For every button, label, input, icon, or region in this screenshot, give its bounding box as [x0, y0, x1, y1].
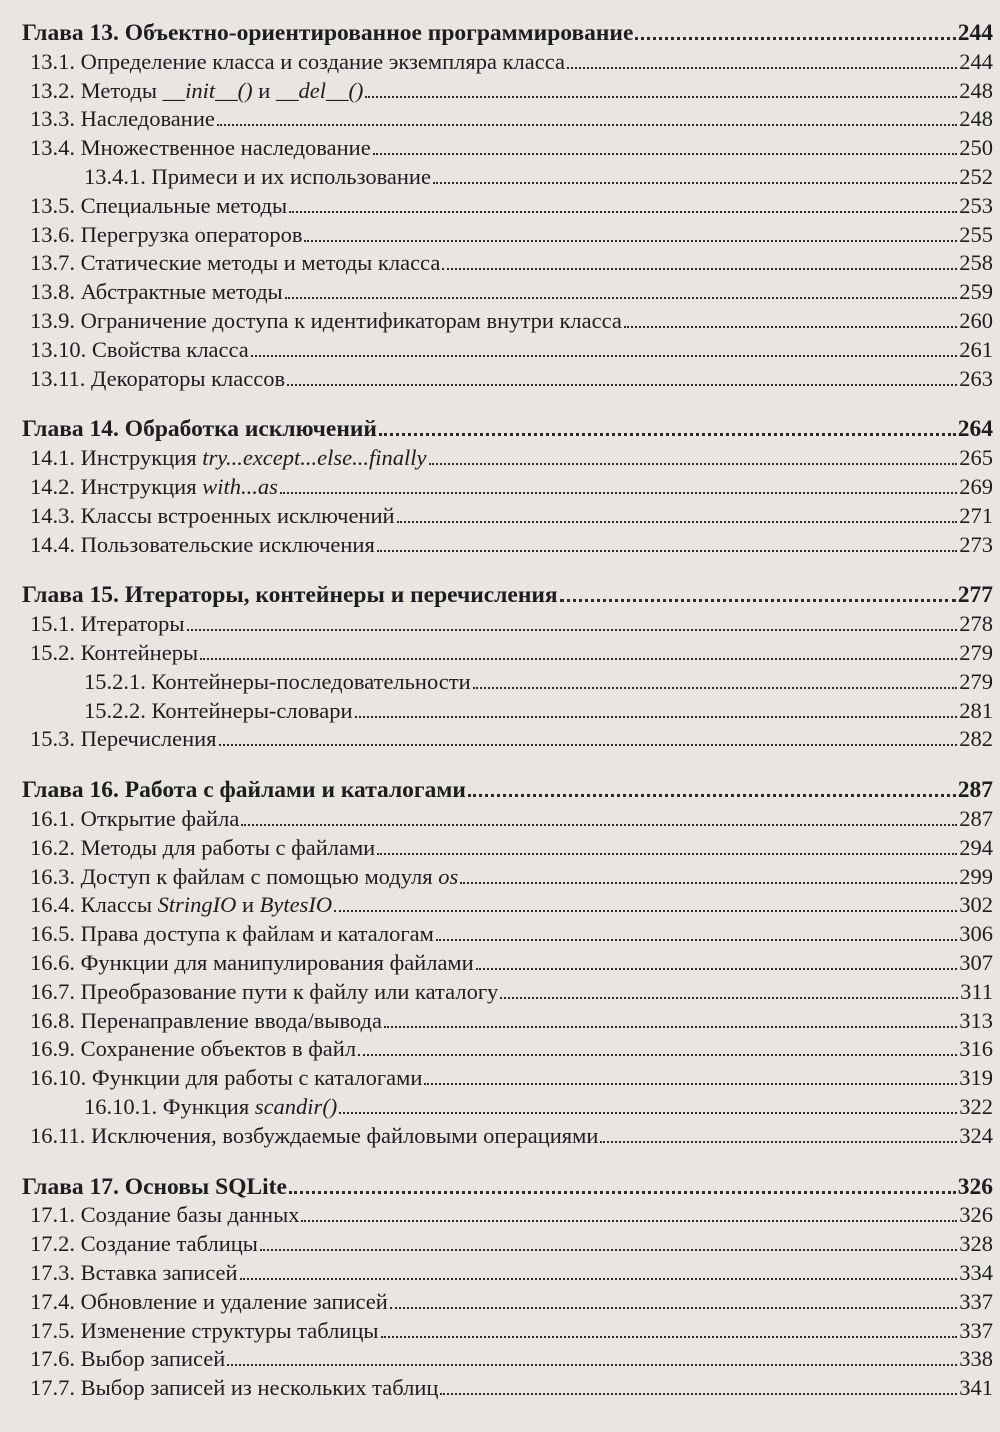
toc-dot-leader: [373, 153, 958, 155]
toc-title-part: 17.4. Обновление и удаление записей: [30, 1288, 388, 1314]
toc-title-part: 14.4. Пользовательские исключения: [30, 531, 375, 557]
toc-page-number: 326: [959, 1202, 993, 1228]
toc-title-part: 16.8. Перенаправление ввода/вывода: [30, 1007, 382, 1033]
toc-entry-title: [30, 530, 375, 560]
toc-dot-leader: [289, 211, 957, 213]
toc-page-number: 265: [959, 445, 993, 471]
toc-page-number: 324: [959, 1122, 993, 1148]
toc-chapter-entry: [0, 578, 993, 610]
toc-page-number: 287: [957, 777, 993, 804]
toc-title-part: 13.2. Методы: [30, 77, 163, 103]
toc-entry-title: [30, 248, 440, 278]
toc-page-number: 313: [959, 1007, 993, 1033]
toc-title-part: 16.10.1. Функция: [84, 1094, 255, 1119]
toc-title-part: StringIO: [157, 892, 237, 918]
toc-entry-title: [84, 667, 471, 697]
toc-section-entry: [0, 1256, 993, 1288]
toc-entry-title: [30, 220, 302, 250]
toc-title-part: 14.1. Инструкция: [30, 445, 203, 471]
toc-title-part: и: [236, 892, 260, 918]
toc-page-number: 248: [959, 106, 993, 132]
toc-section-entry: [0, 888, 993, 920]
toc-entry-title: [30, 724, 217, 754]
toc-dot-leader: [240, 1278, 958, 1280]
toc-section-entry: [0, 975, 993, 1007]
toc-dot-leader: [365, 96, 957, 98]
toc-section-entry: [0, 1314, 993, 1346]
toc-dot-leader: [358, 1054, 957, 1056]
toc-dot-leader: [241, 824, 957, 826]
toc-dot-leader: [390, 1307, 957, 1309]
toc-dot-leader: [567, 67, 957, 69]
toc-dot-leader: [285, 297, 958, 299]
toc-section-entry: [0, 362, 993, 394]
toc-section-entry: [0, 1090, 993, 1122]
toc-title-part: 17.1. Создание базы данных: [30, 1202, 300, 1228]
toc-title-part: 13.1. Определение класса и создание экземпляра класса: [30, 48, 565, 74]
toc-dot-leader: [355, 716, 958, 718]
toc-title-part: 17.7. Выбор записей из нескольких таблиц: [30, 1375, 439, 1401]
toc-title-part: Глава 17. Основы SQLite: [22, 1173, 287, 1200]
toc-entry-title: [22, 18, 633, 48]
toc-entry-title: [30, 977, 498, 1007]
toc-page-number: 269: [959, 474, 993, 499]
toc-entry-title: [30, 1121, 598, 1151]
toc-section-entry: [0, 722, 993, 754]
toc-dot-leader: [442, 268, 957, 270]
toc-entry-title: [30, 364, 285, 394]
toc-section-entry: [0, 528, 993, 560]
toc-entry-title: [30, 306, 622, 336]
toc-section-entry: [0, 1342, 993, 1374]
toc-page-number: 277: [957, 582, 993, 609]
toc-section-entry: [0, 1061, 993, 1093]
toc-page-number: 244: [957, 20, 993, 46]
toc-section-entry: [0, 694, 993, 726]
toc-entry-title: [22, 1172, 287, 1202]
toc-entry-title: [30, 1063, 422, 1093]
toc-title-part: 15.3. Перечисления: [30, 726, 217, 752]
toc-dot-leader: [287, 384, 957, 386]
toc-page-number: 260: [959, 308, 993, 333]
toc-section-entry: [0, 1285, 993, 1317]
toc-dot-leader: [476, 968, 958, 970]
toc-entry-title: [84, 1092, 337, 1122]
toc-chapter-entry: [0, 412, 993, 444]
toc-title-part: 13.10. Свойства класса: [30, 336, 249, 362]
toc-dot-leader: [339, 1112, 957, 1114]
toc-title-part: 13.9. Ограничение доступа к идентификаторам внутри класса: [30, 308, 622, 333]
toc-page-number: 334: [959, 1260, 993, 1285]
toc-page-number: 263: [959, 365, 993, 391]
toc-page-number: 294: [959, 834, 993, 860]
toc-page-number: 337: [959, 1288, 993, 1314]
toc-dot-leader: [304, 240, 957, 242]
toc-dot-leader: [251, 355, 957, 357]
toc-section-entry: [0, 860, 993, 892]
toc-title-part: Глава 13. Объектно-ориентированное программирование: [22, 20, 634, 46]
toc-title-part: 16.2. Методы для работы с файлами: [30, 834, 376, 860]
toc-entry-title: [30, 1200, 299, 1230]
toc-page-number: 311: [960, 978, 993, 1004]
toc-dot-leader: [440, 1393, 957, 1395]
toc-entry-title: [30, 47, 565, 77]
toc-entry-title: [30, 133, 371, 163]
toc-title-part: try...except...else...finally: [202, 445, 427, 471]
toc-dot-leader: [397, 521, 958, 523]
toc-entry-title: [30, 804, 239, 834]
toc-entry-title: [30, 1229, 258, 1259]
toc-title-part: __init__(): [162, 77, 253, 103]
toc-section-entry: [0, 1119, 993, 1151]
toc-entry-title: [30, 833, 375, 863]
toc-title-part: 15.2.1. Контейнеры-последовательности: [84, 668, 471, 694]
toc-page-number: 279: [959, 640, 993, 665]
toc-title-part: 17.3. Вставка записей: [30, 1260, 238, 1285]
toc-page-number: 273: [959, 531, 993, 557]
toc-dot-leader: [560, 599, 956, 602]
toc-dot-leader: [468, 794, 956, 797]
toc-page-number: 326: [957, 1173, 993, 1200]
toc-title-part: 17.2. Создание таблицы: [30, 1231, 258, 1257]
toc-page-number: 250: [959, 135, 993, 161]
toc-entry-title: [30, 76, 363, 106]
toc-entry-title: [84, 162, 431, 192]
toc-chapter-entry: [0, 16, 993, 48]
toc-dot-leader: [424, 1083, 957, 1085]
toc-page-number: 282: [959, 726, 993, 752]
toc-section-entry: [0, 665, 993, 697]
toc-page-number: 281: [959, 697, 993, 723]
toc-section-entry: [0, 499, 993, 531]
toc-title-part: 16.11. Исключения, возбуждаемые файловыми операциями: [30, 1122, 599, 1148]
toc-section-entry: [0, 74, 993, 106]
toc-title-part: 14.2. Инструкция: [30, 474, 203, 499]
toc-title-part: 14.3. Классы встроенных исключений: [30, 502, 395, 528]
toc-title-part: 13.3. Наследование: [30, 106, 215, 132]
toc-entry-title: [22, 580, 558, 610]
toc-title-part: 17.6. Выбор записей: [30, 1346, 226, 1372]
toc-page-number: 279: [959, 668, 993, 694]
toc-entry-title: [30, 277, 283, 307]
toc-dot-leader: [187, 629, 958, 631]
toc-page-number: 287: [959, 806, 993, 831]
toc-page-number: 255: [959, 221, 993, 247]
toc-section-entry: [0, 304, 993, 336]
toc-dot-leader: [379, 433, 956, 436]
toc-page-number: 322: [959, 1094, 993, 1119]
toc-title-part: Глава 16. Работа с файлами и каталогами: [22, 777, 466, 804]
toc-title-part: 13.6. Перегрузка операторов: [30, 221, 303, 247]
toc-dot-leader: [600, 1141, 957, 1143]
toc-entry-title: [30, 1034, 356, 1064]
toc-section-entry: [0, 831, 993, 863]
toc-entry-title: [30, 1287, 388, 1317]
toc-title-part: Глава 15. Итераторы, контейнеры и перечисления: [22, 582, 558, 609]
toc-title-part: scandir(): [254, 1094, 338, 1119]
toc-page-number: 328: [959, 1231, 993, 1257]
toc-entry-title: [22, 775, 466, 805]
toc-section-entry: [0, 441, 993, 473]
toc-entry-title: [30, 1344, 225, 1374]
toc-dot-leader: [433, 182, 957, 184]
toc-page-number: 316: [959, 1036, 993, 1062]
toc-section-entry: [0, 131, 993, 163]
toc-section-entry: [0, 1371, 993, 1403]
toc-title-part: 16.1. Открытие файла: [30, 806, 240, 831]
toc-page-number: 306: [959, 921, 993, 947]
toc-page-number: 278: [959, 611, 993, 637]
toc-title-part: 13.8. Абстрактные методы: [30, 279, 283, 305]
toc-section-entry: [0, 45, 993, 77]
toc-entry-title: [30, 501, 395, 531]
toc-title-part: 16.3. Доступ к файлам с помощью модуля: [30, 863, 439, 889]
toc-section-entry: [0, 1198, 993, 1230]
toc-page-number: 244: [959, 48, 993, 74]
toc-dot-leader: [381, 1336, 958, 1338]
toc-title-part: 15.2.2. Контейнеры-словари: [84, 697, 353, 723]
toc-dot-leader: [301, 1220, 957, 1222]
toc-entry-title: [30, 1373, 438, 1403]
toc-section-entry: [0, 946, 993, 978]
toc-page-number: 338: [959, 1346, 993, 1372]
toc-section-entry: [0, 246, 993, 278]
toc-section-entry: [0, 636, 993, 668]
toc-entry-title: [30, 335, 249, 365]
toc-page-number: 307: [959, 950, 993, 975]
toc-entry-title: [22, 414, 377, 444]
toc-section-entry: [0, 1227, 993, 1259]
toc-title-part: Глава 14. Обработка исключений: [22, 416, 377, 443]
toc-page-number: 252: [959, 164, 993, 189]
toc-title-part: __del__(): [275, 77, 364, 103]
toc-dot-leader: [500, 997, 958, 999]
toc-dot-leader: [460, 882, 957, 884]
toc-entry-title: [30, 191, 287, 221]
toc-title-part: 13.7. Статические методы и методы класса: [30, 250, 441, 276]
toc-title-part: 17.5. Изменение структуры таблицы: [30, 1317, 379, 1343]
toc-title-part: 16.6. Функции для манипулирования файлами: [30, 950, 474, 975]
toc-dot-leader: [377, 550, 957, 552]
toc-title-part: 13.5. Специальные методы: [30, 192, 288, 218]
toc-title-part: 16.10. Функции для работы с каталогами: [30, 1065, 423, 1091]
toc-title-part: 13.4. Множественное наследование: [30, 135, 371, 161]
toc-page-number: 258: [959, 250, 993, 276]
toc-title-part: 16.9. Сохранение объектов в файл: [30, 1036, 357, 1062]
toc-entry-title: [30, 1258, 238, 1288]
toc-section-entry: [0, 102, 993, 134]
toc-dot-leader: [280, 492, 957, 494]
toc-entry-title: [30, 890, 332, 920]
toc-entry-title: [30, 1006, 382, 1036]
toc-dot-leader: [624, 326, 957, 328]
toc-section-entry: [0, 1032, 993, 1064]
toc-dot-leader: [429, 463, 958, 465]
toc-section-entry: [0, 917, 993, 949]
toc-section-entry: [0, 607, 993, 639]
toc-page-number: 264: [957, 416, 993, 443]
toc-entry-title: [30, 1316, 379, 1346]
toc-dot-leader: [260, 1249, 957, 1251]
toc-entry-title: [30, 443, 427, 473]
toc-dot-leader: [334, 910, 957, 912]
toc-title-part: with...as: [202, 474, 278, 499]
toc-entry-title: [30, 104, 215, 134]
toc-title-part: 13.11. Декораторы классов: [30, 365, 286, 391]
toc-dot-leader: [377, 853, 957, 855]
toc-section-entry: [0, 470, 993, 502]
toc-title-part: 15.2. Контейнеры: [30, 640, 199, 665]
toc-page-number: 271: [959, 502, 993, 528]
toc-entry-title: [30, 948, 474, 978]
toc-page-number: 319: [959, 1065, 993, 1091]
toc-entry-title: [30, 638, 198, 668]
toc-title-part: 16.7. Преобразование пути к файлу или каталогу: [30, 978, 499, 1004]
toc-page-number: 248: [959, 77, 993, 103]
toc-dot-leader: [217, 124, 957, 126]
toc-section-entry: [0, 802, 993, 834]
toc-title-part: и: [252, 77, 276, 103]
toc-page-number: 302: [959, 892, 993, 918]
toc-title-part: 16.4. Классы: [30, 892, 158, 918]
toc-entry-title: [30, 862, 458, 892]
toc-dot-leader: [473, 687, 958, 689]
toc-page-number: 259: [959, 279, 993, 305]
toc-entry-title: [30, 919, 434, 949]
toc-dot-leader: [227, 1364, 957, 1366]
toc-dot-leader: [200, 658, 957, 660]
toc-dot-leader: [384, 1026, 957, 1028]
toc-title-part: 16.5. Права доступа к файлам и каталогам: [30, 921, 434, 947]
toc-page-number: 341: [959, 1375, 993, 1401]
toc-dot-leader: [289, 1191, 956, 1194]
toc-chapter-entry: [0, 1170, 993, 1202]
toc-chapter-entry: [0, 773, 993, 805]
toc-title-part: 15.1. Итераторы: [30, 611, 185, 637]
toc-dot-leader: [436, 939, 957, 941]
toc-page-number: 337: [959, 1317, 993, 1343]
toc-dot-leader: [219, 744, 958, 746]
toc-section-entry: [0, 189, 993, 221]
toc-entry-title: [84, 696, 353, 726]
toc-dot-leader: [635, 37, 955, 40]
toc-section-entry: [0, 160, 993, 192]
toc-title-part: os: [438, 863, 459, 889]
toc-title-part: BytesIO: [259, 892, 333, 918]
toc-section-entry: [0, 275, 993, 307]
toc-page-number: 253: [959, 192, 993, 218]
toc-entry-title: [30, 472, 278, 502]
toc-page-number: 299: [959, 863, 993, 889]
toc-entry-title: [30, 609, 185, 639]
toc-section-entry: [0, 333, 993, 365]
toc-title-part: 13.4.1. Примеси и их использование: [84, 164, 431, 189]
toc-section-entry: [0, 218, 993, 250]
toc-section-entry: [0, 1004, 993, 1036]
toc-page-number: 261: [959, 336, 993, 362]
